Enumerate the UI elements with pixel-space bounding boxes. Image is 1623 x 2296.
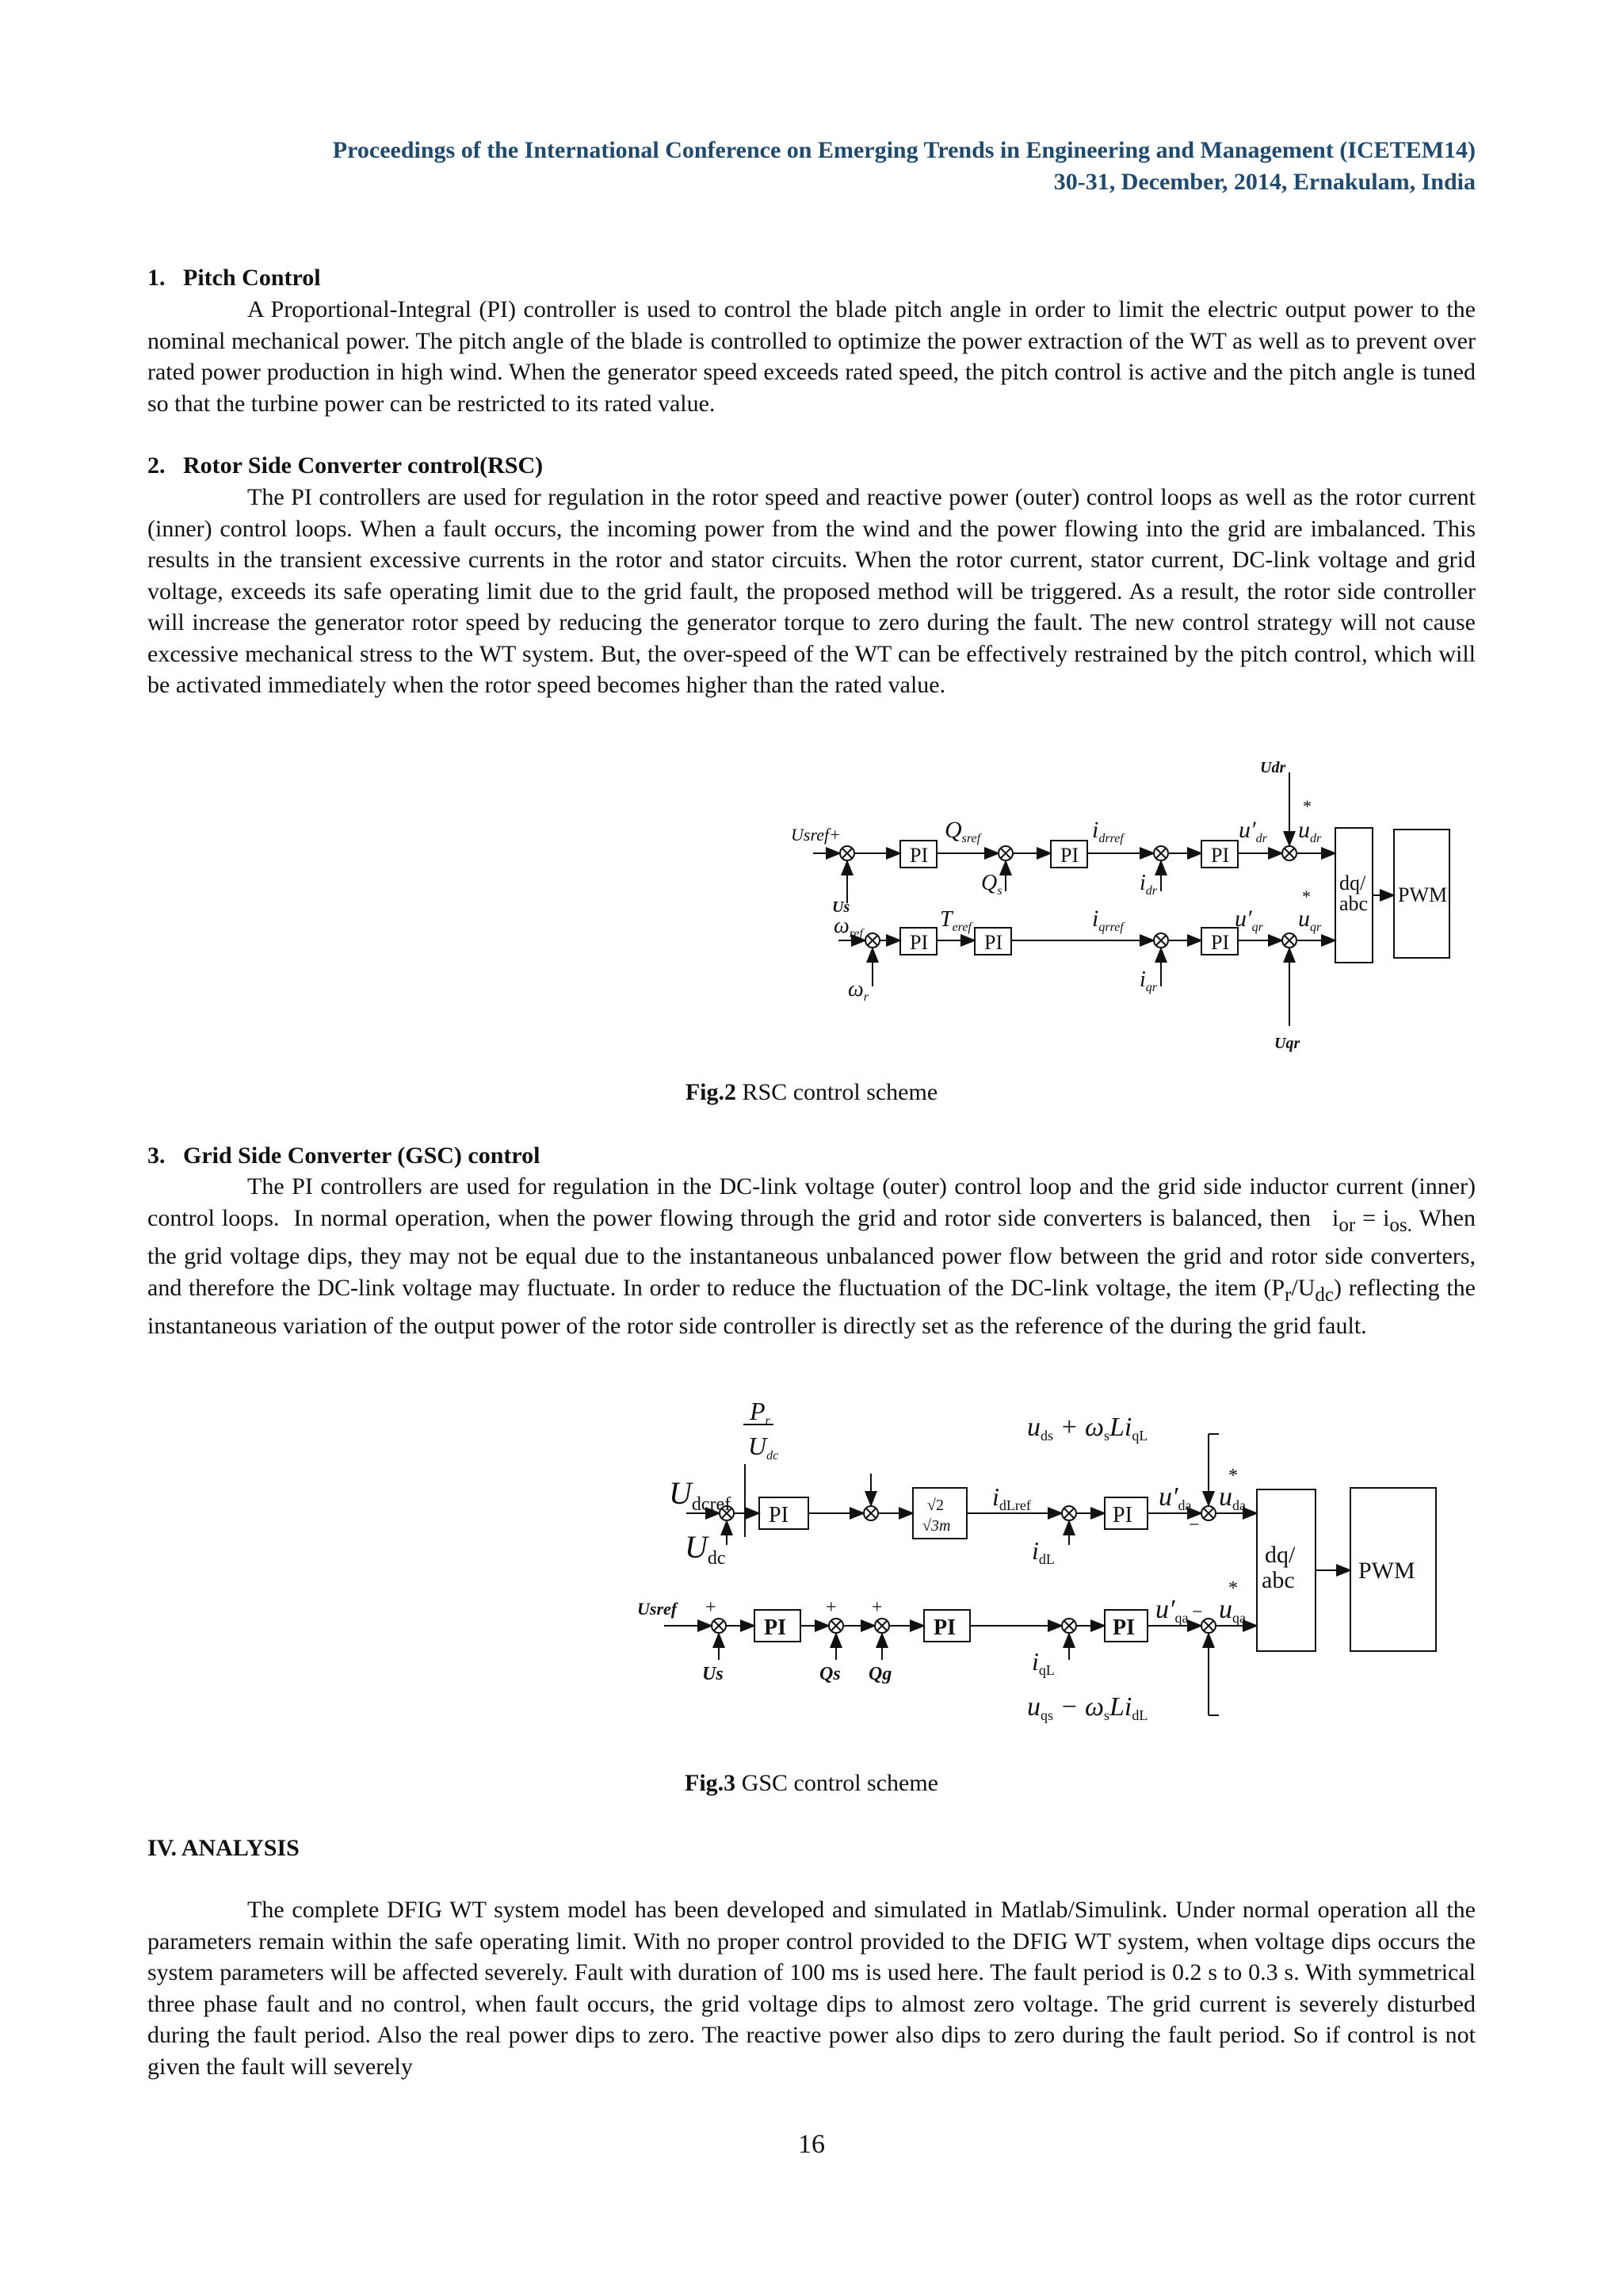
svg-text:Udc <box>748 1432 778 1463</box>
section-title-pitch: 1. Pitch Control <box>147 265 321 291</box>
svg-text:idL <box>1032 1536 1055 1567</box>
rsc-idrref: i <box>1092 817 1099 843</box>
rsc-iqrref: i <box>1092 906 1099 932</box>
gsc-plus-1: + <box>705 1597 716 1618</box>
svg-text:idr <box>1140 871 1158 898</box>
rsc-pi-2: PI <box>1060 844 1079 867</box>
fig3-caption: GSC control scheme <box>735 1770 938 1796</box>
gsc-plus-3: + <box>872 1597 883 1618</box>
gsc-uda-asterisk: * <box>1228 1466 1238 1486</box>
rsc-qsref-sub: sref <box>961 832 981 845</box>
rsc-iqr-sub: qr <box>1145 981 1158 994</box>
figure-caption-fig2 <box>0 1077 1623 1108</box>
paragraph-gsc <box>147 1171 1476 1342</box>
gsc-top-ff-li: Li <box>1109 1413 1132 1442</box>
gsc-sub-dc: dc <box>1315 1283 1334 1306</box>
rsc-idr: i <box>1140 871 1146 895</box>
section-title-gsc: 3. Grid Side Converter (GSC) control <box>147 1142 540 1169</box>
gsc-idlref-sub: dLref <box>999 1497 1031 1513</box>
gsc-uqa-asterisk: * <box>1228 1578 1238 1599</box>
svg-text:u′dr <box>1239 817 1268 845</box>
svg-text:idrref <box>1092 817 1125 845</box>
gsc-udcref-sub: dcref <box>691 1494 731 1515</box>
svg-text:uda <box>1219 1482 1246 1513</box>
rsc-omega-r: ω <box>848 977 864 1001</box>
gsc-iql-sub: qL <box>1038 1662 1055 1678</box>
gsc-gain-den: √3m <box>922 1517 951 1535</box>
rsc-uqr-star-sub: qr <box>1310 921 1322 934</box>
gsc-bot-ff-omega-sub: s <box>1103 1707 1109 1723</box>
gsc-pr-sub: r <box>765 1414 770 1428</box>
gsc-gain-num: √2 <box>927 1497 944 1514</box>
svg-text:idLref <box>992 1482 1031 1513</box>
rsc-us-ref: Us <box>791 825 811 845</box>
rsc-idrref-sub: drref <box>1098 832 1124 845</box>
gsc-top-ff-u-sub: ds <box>1041 1428 1054 1444</box>
gsc-plus-2: + <box>826 1597 837 1618</box>
running-header-date: 30-31, December, 2014, Ernakulam, India <box>1053 169 1476 195</box>
rsc-omega-r-sub: r <box>863 990 869 1004</box>
figure-caption-fig3 <box>0 1768 1623 1798</box>
rsc-uqr-star: u <box>1298 906 1310 932</box>
section-title-rsc: 2. Rotor Side Converter control(RSC) <box>147 452 544 479</box>
gsc-uqa-star-sub: qa <box>1232 1610 1246 1626</box>
rsc-udr-star-sub: dr <box>1310 832 1322 845</box>
rsc-pi-3: PI <box>1211 844 1230 867</box>
gsc-idl: i <box>1032 1536 1039 1565</box>
gsc-udc-frac-sub: dc <box>766 1449 779 1463</box>
gsc-pi-2: PI <box>1113 1503 1132 1527</box>
svg-text:Usref+ <box>791 825 841 845</box>
svg-text:iqrref <box>1092 906 1125 934</box>
rsc-dqabc-2: abc <box>1339 892 1369 915</box>
rsc-iqr: i <box>1140 967 1146 992</box>
fig2-label: Fig.2 <box>685 1079 737 1105</box>
figure-gsc-diagram <box>388 1394 1623 1735</box>
rsc-pwm: PWM <box>1398 883 1448 906</box>
gsc-idl-sub: dL <box>1038 1551 1055 1567</box>
gsc-udc: U <box>685 1529 708 1565</box>
page-number: 16 <box>798 2130 825 2159</box>
gsc-minus-1: − <box>1192 1602 1203 1623</box>
rsc-teref-sub: eref <box>952 921 972 934</box>
svg-text:Pr <box>749 1397 771 1428</box>
rsc-us: Us <box>832 898 850 916</box>
fig2-caption: RSC control scheme <box>736 1079 938 1105</box>
figure-rsc-diagram <box>468 757 1623 1058</box>
gsc-pwm: PWM <box>1358 1558 1415 1584</box>
gsc-sub-r: r <box>1285 1283 1292 1306</box>
svg-text:udr <box>1298 817 1322 845</box>
gsc-pi-3: PI <box>764 1615 786 1640</box>
rsc-qs-sub: s <box>997 884 1002 898</box>
gsc-usref: Usref <box>637 1599 678 1619</box>
rsc-uqr-bottom: Uqr <box>1274 1035 1300 1052</box>
svg-text:Udc <box>685 1529 726 1569</box>
gsc-dqabc-1: dq/ <box>1265 1542 1296 1568</box>
gsc-minus-2: − <box>1189 1515 1200 1535</box>
gsc-uqa-prime: u′ <box>1155 1595 1175 1624</box>
gsc-sub-or: or <box>1338 1214 1356 1236</box>
gsc-pi-4: PI <box>934 1615 956 1640</box>
svg-text:ωr <box>848 977 869 1004</box>
gsc-text-c: ) reflecting the instantaneous variation of the output power of the rotor side controller is directly set as the reference of the during the grid fault. <box>147 1274 1476 1339</box>
section-title-analysis: IV. ANALYSIS <box>147 1835 300 1861</box>
svg-text:iqL <box>1032 1647 1055 1678</box>
gsc-iql: i <box>1032 1647 1039 1676</box>
rsc-iqrref-sub: qrref <box>1098 921 1124 934</box>
gsc-eq: = i <box>1355 1204 1390 1231</box>
rsc-pi-1: PI <box>910 844 929 867</box>
rsc-pi-5: PI <box>984 931 1003 954</box>
rsc-uqr-prime-sub: qr <box>1251 921 1263 934</box>
svg-text:Teref <box>940 907 973 934</box>
rsc-uqr-prime: u′ <box>1235 906 1252 932</box>
rsc-plus: + <box>829 825 841 845</box>
rsc-teref: T <box>940 907 953 932</box>
svg-text:u′qa <box>1155 1595 1188 1626</box>
rsc-pi-4: PI <box>910 931 929 954</box>
gsc-text-a: The PI controllers are used for regulation in the DC-link voltage (outer) control loop and the grid side inductor current (inner) control loops. In normal operation, when the power flowing through the grid and rotor side converters is balanced, then i <box>147 1173 1476 1231</box>
gsc-bot-ff-li: Li <box>1109 1692 1132 1722</box>
paragraph-analysis: The complete DFIG WT system model has been developed and simulated in Matlab/Simulink. Under normal operation all the parameters remain within the safe operating limit. With no proper control provided to the DFIG WT system, when voltage dips occurs the system parameters will be affected severely. Fault with duration of 100 ms is used here. The fault period is 0.2 s to 0.3 s. With symmetrical three phase fault and no control, when fault occurs, the grid voltage dips to almost zero voltage. The grid current is severely disturbed during the fault period. Also the real power dips to zero. The reactive power also dips to zero during the fault period. So if control is not given the fault will severely <box>147 1897 1476 2080</box>
gsc-uda-prime: u′ <box>1159 1482 1178 1512</box>
gsc-sub-os: os. <box>1389 1214 1412 1236</box>
gsc-qs: Qs <box>819 1664 841 1684</box>
rsc-pi-6: PI <box>1211 931 1230 954</box>
gsc-top-ff-u: u <box>1027 1413 1041 1442</box>
rsc-udr-prime: u′ <box>1239 817 1256 843</box>
gsc-bot-ff-u: u <box>1027 1692 1041 1722</box>
rsc-omega-ref-sub: ref <box>849 927 863 940</box>
gsc-us: Us <box>702 1664 724 1684</box>
svg-text:uds + ωsLiqL <box>1027 1413 1148 1444</box>
gsc-pr: P <box>750 1397 766 1425</box>
rsc-uqr-asterisk: * <box>1302 887 1311 906</box>
svg-text:Udcref <box>669 1475 731 1515</box>
gsc-udc-frac: U <box>748 1432 767 1460</box>
gsc-uqa-prime-sub: qa <box>1174 1610 1189 1626</box>
rsc-qs: Q <box>981 871 998 895</box>
gsc-top-ff-omega-sub: s <box>1103 1428 1109 1444</box>
svg-text:Qsref <box>945 817 983 845</box>
rsc-dqabc-1: dq/ <box>1339 871 1366 894</box>
gsc-top-ff-omega: + ω <box>1053 1413 1104 1442</box>
gsc-bot-ff-li-sub: dL <box>1132 1707 1148 1723</box>
svg-text:iqr <box>1140 967 1158 994</box>
gsc-uqa-star: u <box>1219 1595 1232 1624</box>
rsc-udr-top: Udr <box>1260 759 1286 776</box>
rsc-udr-asterisk: * <box>1303 796 1312 816</box>
gsc-bot-ff-omega: − ω <box>1053 1692 1104 1722</box>
fig3-label: Fig.3 <box>685 1770 736 1796</box>
gsc-pi-1: PI <box>769 1503 789 1527</box>
rsc-udr-prime-sub: dr <box>1255 832 1267 845</box>
gsc-udc-sub: dc <box>707 1548 726 1569</box>
gsc-pi-5: PI <box>1113 1615 1135 1640</box>
svg-text:Qs <box>981 871 1002 898</box>
gsc-qg: Qg <box>869 1664 892 1684</box>
gsc-udcref: U <box>669 1475 692 1511</box>
gsc-top-ff-li-sub: qL <box>1132 1428 1148 1444</box>
rsc-qsref: Q <box>945 817 962 843</box>
svg-text:u′da <box>1159 1482 1191 1513</box>
rsc-ref: ref <box>810 825 830 845</box>
gsc-uda-star: u <box>1219 1482 1232 1512</box>
svg-text:ωref <box>834 913 865 940</box>
rsc-omega-ref: ω <box>834 913 850 938</box>
svg-text:u′qr <box>1235 906 1264 934</box>
gsc-dqabc-2: abc <box>1262 1567 1295 1593</box>
gsc-uda-star-sub: da <box>1232 1497 1246 1513</box>
svg-text:uqs − ωsLidL <box>1027 1692 1148 1723</box>
svg-text:uqr <box>1298 906 1322 934</box>
paragraph-pitch: A Proportional-Integral (PI) controller is used to control the blade pitch angle in order to limit the electric output power to the nominal mechanical power. The pitch angle of the blade is controlled to optimize the power extraction of the WT as well as to prevent over rated power production in high wind. When the generator speed exceeds rated speed, the pitch control is active and the pitch angle is tuned so that the turbine power can be restricted to its rated value. <box>147 296 1476 417</box>
rsc-udr-star: u <box>1298 817 1310 843</box>
gsc-bot-ff-u-sub: qs <box>1041 1707 1054 1723</box>
gsc-idlref: i <box>992 1482 999 1511</box>
running-header-title: Proceedings of the International Conference on Emerging Trends in Engineering and Management (ICETEM14) <box>332 137 1476 163</box>
gsc-uda-prime-sub: da <box>1178 1497 1192 1513</box>
rsc-idr-sub: dr <box>1145 884 1158 898</box>
gsc-text-b: When the grid voltage dips, they may not be equal due to the instantaneous unbalanced power flow between the grid and rotor side converters, and therefore the DC-link voltage may fluctuate. In order to reduce the fluctuation of the DC-link voltage, the item (P <box>147 1204 1476 1301</box>
paragraph-rsc: The PI controllers are used for regulation in the rotor speed and reactive power (outer) control loops as well as the rotor current (inner) control loops. When a fault occurs, the incoming power from the wind and the power flowing into the grid are imbalanced. This results in the transient excessive currents in the rotor and stator circuits. When the rotor current, stator current, DC-link voltage and grid voltage, exceeds its safe operating limit due to the grid fault, the proposed method will be triggered. As a result, the rotor side controller will increase the generator rotor speed by reducing the generator torque to zero during the fault. The new control strategy will not cause excessive mechanical stress to the WT system. But, the over-speed of the WT can be effectively restrained by the pitch control, which will be activated immediately when the rotor speed becomes higher than the rated value. <box>147 484 1476 698</box>
svg-text:uqa <box>1219 1595 1246 1626</box>
gsc-slash: /U <box>1291 1274 1316 1301</box>
